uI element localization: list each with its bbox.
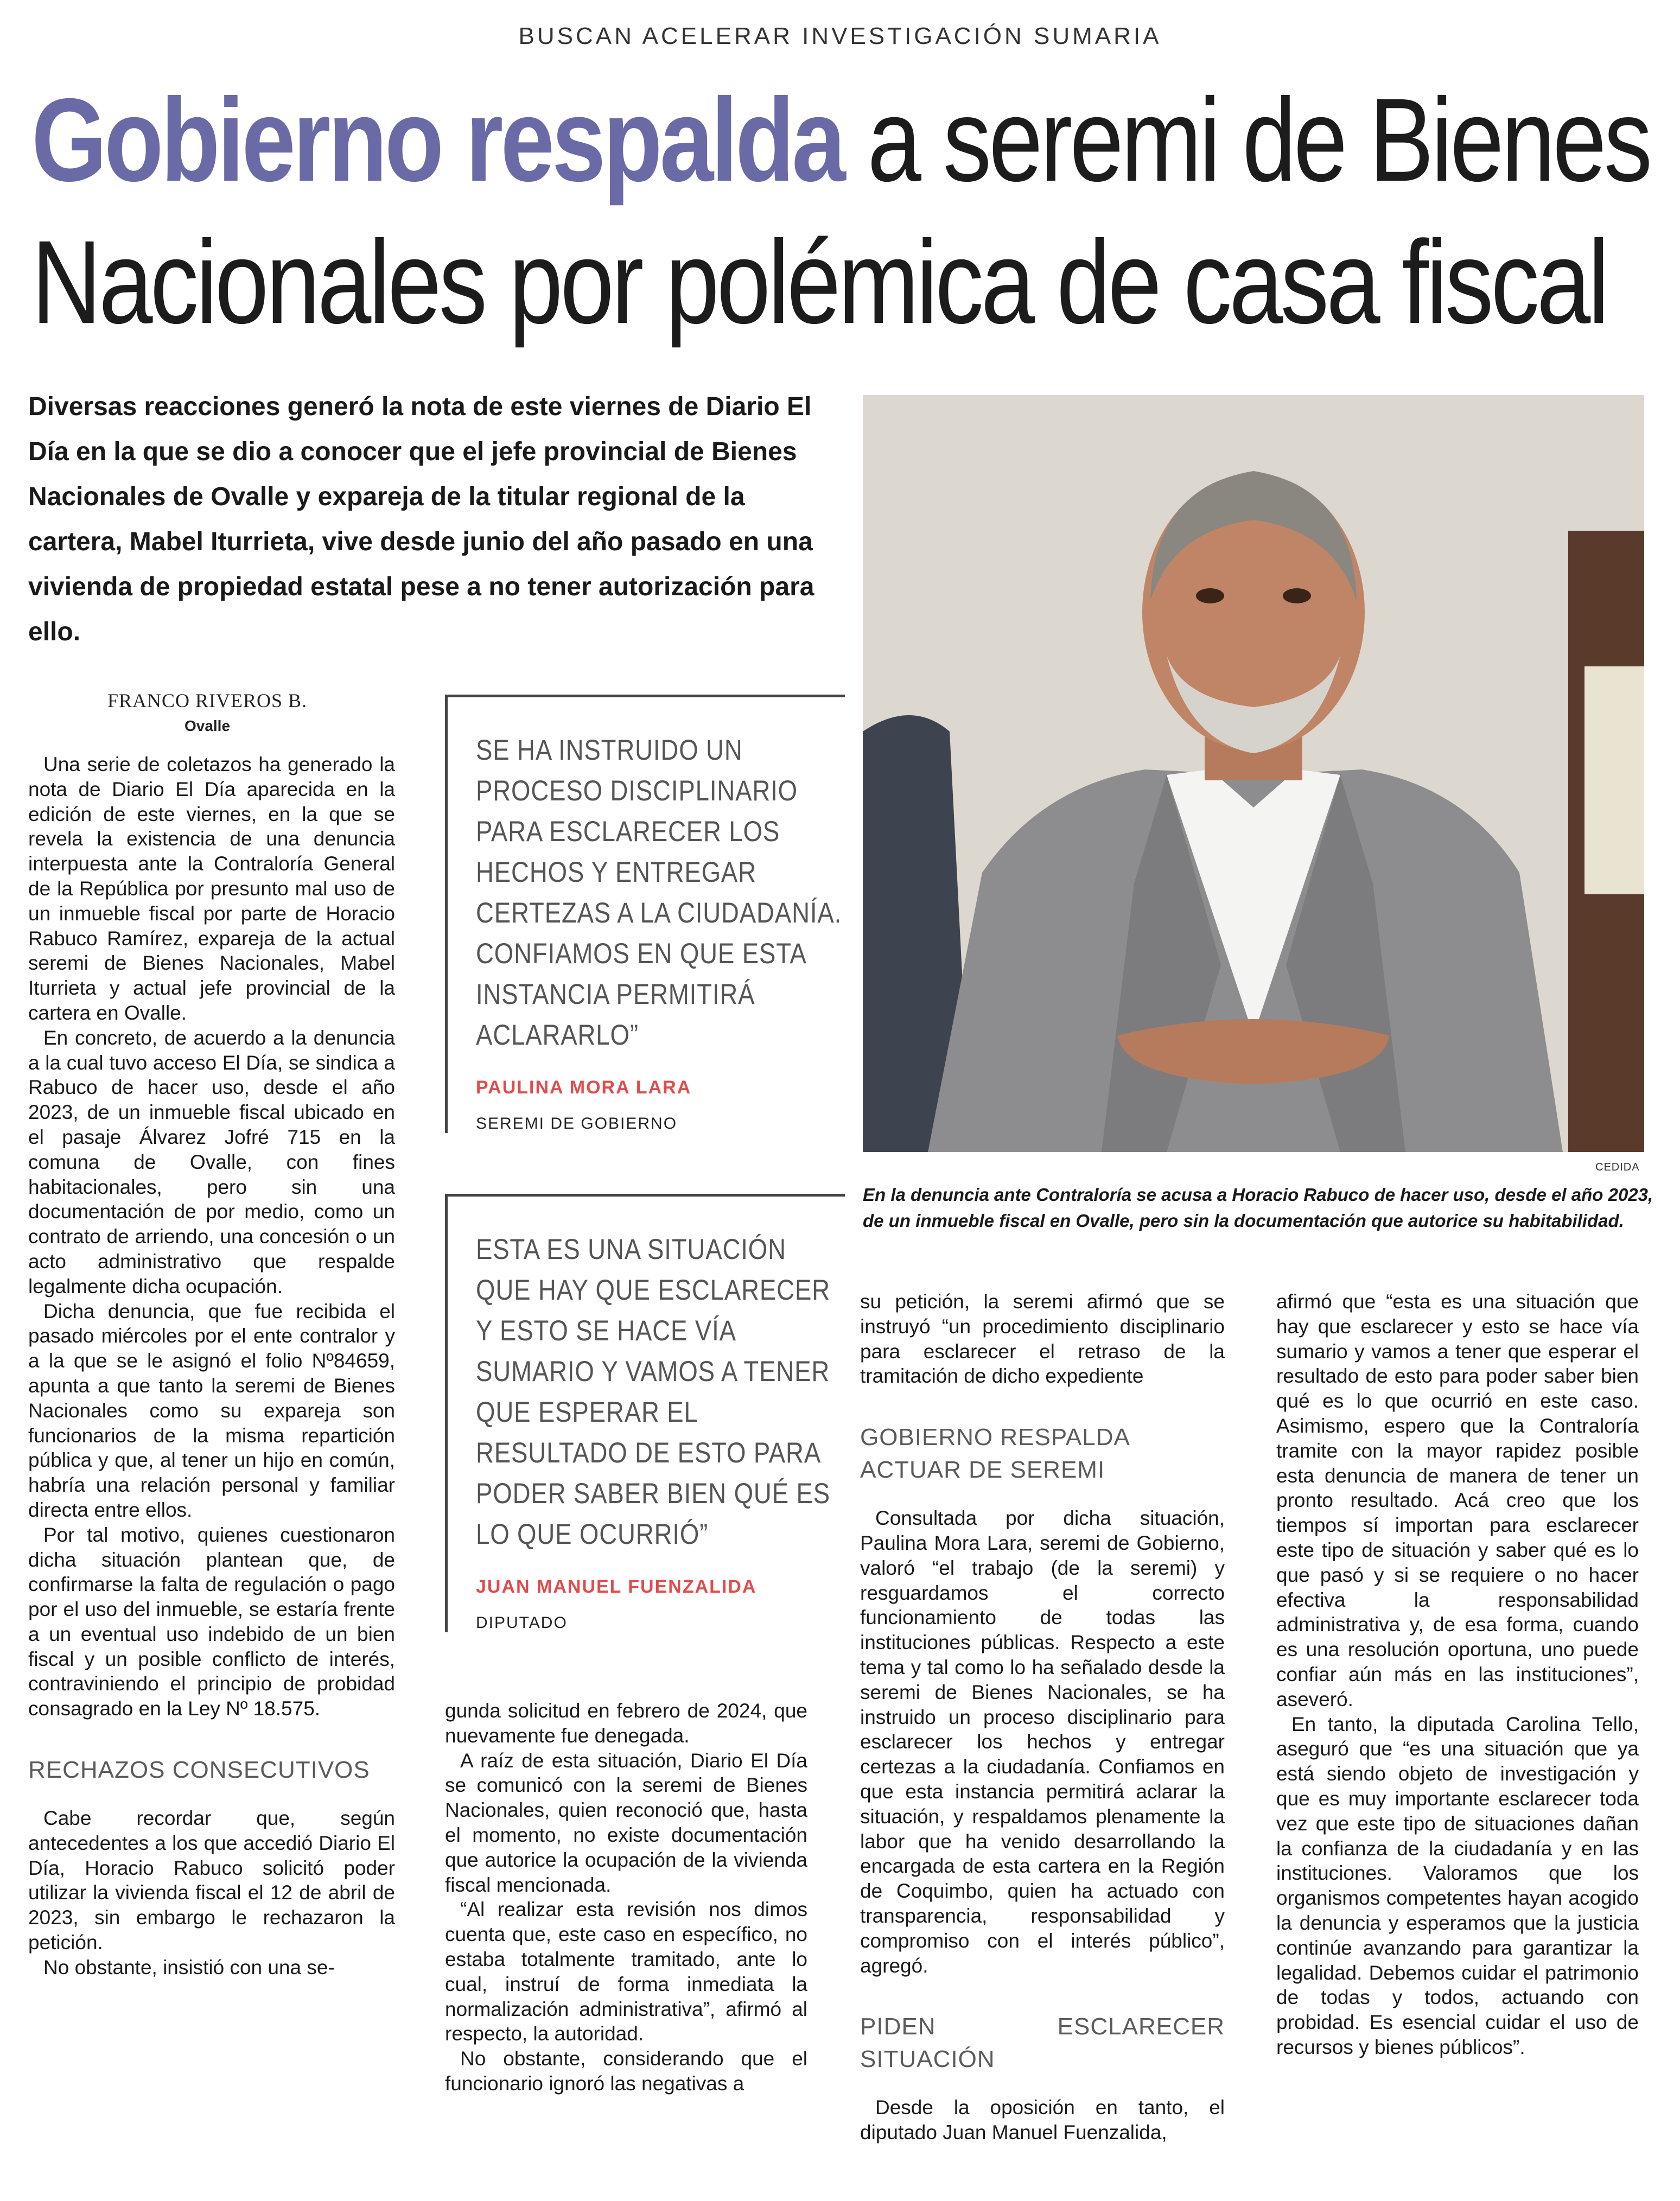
col1-paragraph: Dicha denuncia, que fue recibida el pasado miércoles por el ente contralor y a la que se le asignó el folio Nº84659, apunta a que tanto la seremi de Bienes Nacionales como su expareja son funcionarios de la misma repartición pública y que, al tener un hijo en común, habría una relación personal y familiar directa entre ellos. <box>28 1300 395 1521</box>
col2-paragraph: No obstante, considerando que el funcionario ignoró las negativas a <box>445 2047 807 2095</box>
col1-paragraph: Una serie de coletazos ha generado la nota de Diario El Día aparecida en la edición de este viernes, en la que se revela la existencia de una denuncia interpuesta ante la Contraloría General de la República por presunto mal uso de un inmueble fiscal por parte de Horacio Rabuco Ramírez, expareja de la actual seremi de Bienes Nacionales, Mabel Iturrieta y actual jefe provincial de la cartera en Ovalle. <box>28 753 395 1024</box>
pull-quote-text: SE HA INSTRUIDO UN PROCESO DISCIPLINARIO PARA ESCLARECER LOS HECHOS Y ENTREGAR CERTEZAS A LA CIUDADANÍA. CONFIAMOS EN QUE ESTA INSTANCIA PERMITIRÁ ACLARARLO” <box>476 734 842 1051</box>
subheading-rechazos: RECHAZOS CONSECUTIVOS <box>28 1757 370 1784</box>
headline <box>31 69 1650 354</box>
col1-paragraph: No obstante, insistió con una se- <box>43 1956 335 1979</box>
col2-paragraph: A raíz de esta situación, Diario El Día se comunicó con la seremi de Bienes Nacionales, quien reconoció que, hasta el momento, no existe documentación que autorice la ocupación de la vivienda fiscal mencionada. <box>445 1749 807 1896</box>
col3-paragraph: Consultada por dicha situación, Paulina Mora Lara, seremi de Gobierno, valoró “el trabajo (de la seremi) y resguardamos el correcto funcionamiento de todas las instituciones públicas. Respecto a este tema y tal como lo ha señalado desde la seremi de Bienes Nacionales, se ha instruido un proceso disciplinario para esclarecer los hechos y entregar certezas a la ciudadanía. Confiamos en que esta instancia permitirá aclarar la situación, y respaldamos plenamente la labor que ha venido desarrollando la encargada de esta cartera en la Región de Coquimbo, quien ha actuado con transparencia, responsabilidad y compromiso con el interés público”, agregó. <box>860 1507 1225 1977</box>
column-4 <box>1276 1289 1639 2060</box>
pull-quote-text: ESTA ES UNA SITUACIÓN QUE HAY QUE ESCLARECER Y ESTO SE HACE VÍA SUMARIO Y VAMOS A TENER QUE ESPERAR EL RESULTADO DE ESTO PARA PODER SABER BIEN QUÉ ES LO QUE OCURRIÓ” <box>476 1233 831 1550</box>
portrait-illustration <box>863 395 1644 1152</box>
col1-paragraph: En concreto, de acuerdo a la denuncia a la cual tuvo acceso El Día, se sindica a Rabuco de hacer uso, desde el año 2023, de un inmueble fiscal ubicado en el pasaje Álvarez Jofré 715 en la comuna de Ovalle, con fines habitacionales, pero sin una documentación de por medio, como un contrato de arriendo, una concesión o un acto administrativo que respalde legalmente dicha ocupación. <box>28 1026 395 1297</box>
lead-paragraph: Diversas reacciones generó la nota de este viernes de Diario El Día en la que se dio a conocer que el jefe provincial de Bienes Nacionales de Ovalle y expareja de la titular regional de la cartera, Mabel Iturrieta, vive desde junio del año pasado en una vivienda de propiedad estatal pese a no tener autorización para ello. <box>28 392 814 646</box>
photo-credit: CEDIDA <box>1595 1161 1640 1173</box>
column-1 <box>28 752 395 1980</box>
pull-quote-role: DIPUTADO <box>476 1614 568 1632</box>
subheading-actuar-de-seremi: ACTUAR DE SEREMI <box>860 1456 1105 1484</box>
subheading-gobierno-respalda: GOBIERNO RESPALDA <box>860 1424 1130 1451</box>
pull-quote-name: PAULINA MORA LARA <box>476 1077 692 1098</box>
article-photo <box>863 395 1644 1152</box>
col3-paragraph: su petición, la seremi afirmó que se instruyó “un procedimiento disciplinario para esclarecer el retraso de la tramitación de dicho expediente <box>860 1290 1225 1388</box>
column-3 <box>860 1289 1225 2145</box>
photo-caption: En la denuncia ante Contraloría se acusa a Horacio Rabuco de hacer uso, desde el año 2023, de un inmueble fiscal en Ovalle, pero sin la documentación que autorice su habitabilidad. <box>863 1185 1653 1231</box>
col4-paragraph: afirmó que “esta es una situación que hay que esclarecer y esto se hace vía sumario y vamos a tener que esperar el resultado de esto para poder saber bien qué es lo que ocurrió en este caso. Asimismo, espero que la Contraloría tramite con la mayor rapidez posible esta denuncia de manera de tener un pronto resultado. Acá creo que los tiempos sí importan para esclarecer este tipo de situación y saber qué es lo que pasó y si se requiere o no hacer efectiva la responsabilidad administrativa y, de esa forma, cuando es una resolución oportuna, uno puede confiar aún más en las instituciones”, aseveró. <box>1276 1290 1639 1710</box>
kicker: BUSCAN ACELERAR INVESTIGACIÓN SUMARIA <box>518 23 1162 49</box>
headline-highlight: Gobierno respalda <box>31 74 843 206</box>
pull-quote-role: SEREMI DE GOBIERNO <box>476 1115 678 1133</box>
col1-paragraph: Cabe recordar que, según antecedentes a los que accedió Diario El Día, Horacio Rabuco solicitó poder utilizar la vivienda fiscal el 12 de abril de 2023, sin embargo le rechazaron la petición. <box>28 1807 395 1954</box>
col3-paragraph: Desde la oposición en tanto, el diputado Juan Manuel Fuenzalida, <box>860 2096 1225 2144</box>
pull-quote-name: JUAN MANUEL FUENZALIDA <box>476 1576 757 1597</box>
byline-author: FRANCO RIVEROS B. <box>107 690 308 711</box>
pull-quote <box>445 695 845 1133</box>
subheading-piden-esclarecer: PIDEN ESCLARECER SITUACIÓN <box>860 2013 1225 2073</box>
column-2 <box>445 1699 807 2096</box>
col1-paragraph: Por tal motivo, quienes cuestionaron dicha situación plantean que, de confirmarse la falta de regulación o pago por el uso del inmueble, se estaría frente a un eventual uso indebido de un bien fiscal y un posible conflicto de interés, contraviniendo el principio de probidad consagrado en la Ley Nº 18.575. <box>28 1523 395 1720</box>
col2-paragraph: “Al realizar esta revisión nos dimos cuenta que, este caso en específico, no estaba totalmente tramitado, ante lo cual, instruí de forma inmediata la normalización administrativa”, afirmó al respecto, la autoridad. <box>445 1898 807 2045</box>
headline-line2: Nacionales por polémica de casa fiscal <box>31 217 1607 348</box>
headline-line1-rest: a seremi de Bienes <box>843 74 1650 206</box>
byline-location: Ovalle <box>184 717 231 734</box>
col4-paragraph: En tanto, la diputada Carolina Tello, aseguró que “es una situación que ya está siendo objeto de investigación y que es muy importante esclarecer toda vez que este tipo de situaciones dañan la confianza de la ciudadanía y en las instituciones. Valoramos que los organismos competentes hayan acogido la denuncia y esperamos que la justicia continúe avanzando para garantizar la legalidad. Debemos cuidar el patrimonio de todas y todos, actuando con probidad. Es esencial cuidar el uso de recursos y bienes públicos”. <box>1276 1713 1639 2058</box>
col2-paragraph: gunda solicitud en febrero de 2024, que nuevamente fue denegada. <box>445 1700 807 1747</box>
pull-quote <box>445 1194 845 1632</box>
